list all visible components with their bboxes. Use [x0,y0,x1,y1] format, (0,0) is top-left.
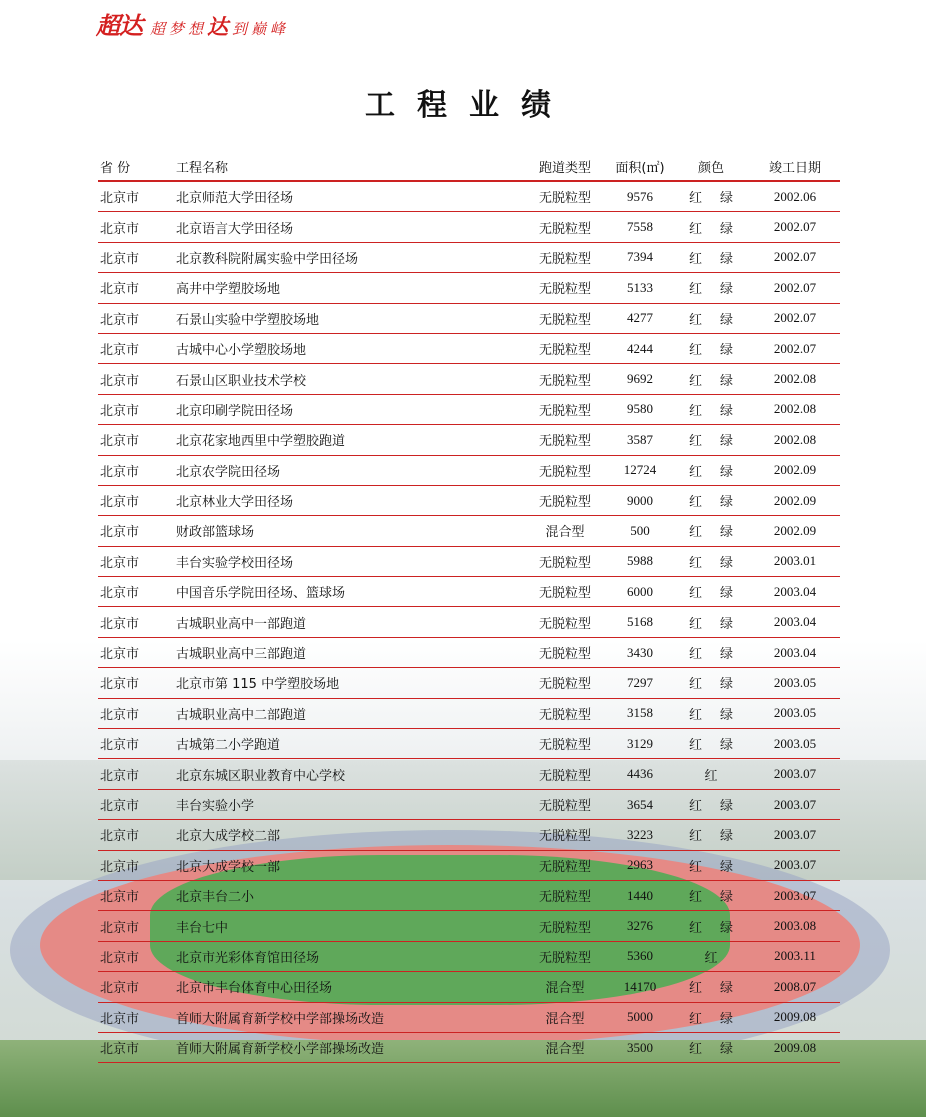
color-cell [672,278,750,297]
area-cell: 5133 [627,279,653,295]
province-cell: 北京市 [100,920,140,936]
track-type-cell: 无脱粒型 [538,616,591,632]
date-cell: 2003.07 [773,766,817,782]
area-cell: 9000 [627,492,653,508]
color-cell [672,582,750,601]
table-row [98,607,840,637]
color-primary: 红 [688,677,702,693]
province-cell: 北京市 [100,251,140,267]
table-row [98,516,840,546]
track-type-cell: 无脱粒型 [538,890,591,906]
track-type-cell: 无脱粒型 [538,495,591,511]
project-name-cell: 北京大成学校一部 [176,859,281,875]
color-primary: 红 [688,434,702,450]
track-type-cell: 无脱粒型 [538,251,591,267]
track-type-cell: 无脱粒型 [538,950,591,966]
track-type-cell: 混合型 [545,1042,585,1058]
color-cell [672,370,750,389]
color-primary: 红 [704,768,718,784]
track-type-cell: 无脱粒型 [538,555,591,571]
province-cell: 北京市 [100,799,140,814]
province-cell: 北京市 [100,464,140,480]
color-cell [672,886,750,905]
color-primary: 红 [688,403,702,419]
table-row [98,638,840,668]
color-cell [672,734,750,753]
project-name-cell: 北京市光彩体育馆田径场 [176,950,320,966]
province-cell: 北京市 [100,495,140,511]
table-row [98,182,840,212]
color-cell [672,825,750,844]
color-secondary: 绿 [720,525,734,541]
table-row [98,820,840,850]
track-type-cell: 无脱粒型 [538,282,591,298]
track-type-cell: 无脱粒型 [538,343,591,359]
area-cell: 3129 [627,735,653,751]
color-secondary: 绿 [720,282,734,298]
track-type-cell: 混合型 [545,525,585,541]
table-row [98,699,840,729]
date-cell: 2003.04 [773,644,817,660]
table-row [98,668,840,698]
area-cell: 3430 [627,644,653,660]
project-name-cell: 丰台七中 [176,920,229,936]
area-cell: 9576 [627,188,653,204]
project-name-cell: 古城职业高中一部跑道 [176,616,307,632]
province-cell: 北京市 [100,373,140,389]
date-cell: 2003.05 [773,735,817,751]
project-name-cell: 丰台实验学校田径场 [176,555,294,571]
project-name-cell: 首师大附属育新学校中学部操场改造 [176,1011,385,1027]
area-cell: 2963 [627,857,653,873]
project-name-cell: 古城第二小学跑道 [176,738,281,754]
column-header-completion-date: 竣工日期 [768,160,821,176]
province-cell: 北京市 [100,707,140,723]
track-type-cell: 无脱粒型 [538,859,591,875]
color-primary: 红 [688,707,702,723]
color-secondary: 绿 [720,495,734,511]
area-cell: 5168 [627,614,653,630]
project-name-cell: 北京花家地西里中学塑胶跑道 [176,434,346,450]
color-primary: 红 [688,1011,702,1027]
province-cell: 北京市 [100,282,140,298]
date-cell: 2009.08 [773,1039,817,1055]
area-cell: 500 [630,522,650,538]
track-type-cell: 混合型 [545,1011,585,1027]
color-cell [672,1008,750,1027]
area-cell: 4244 [627,340,653,356]
color-secondary: 绿 [720,312,734,328]
province-cell: 北京市 [100,768,140,784]
color-cell [672,704,750,723]
area-cell: 6000 [627,583,653,599]
table-row [98,486,840,516]
color-primary: 红 [688,616,702,632]
color-secondary: 绿 [720,343,734,359]
province-cell: 北京市 [100,647,140,663]
project-name-cell: 北京市丰台体育中心田径场 [176,981,333,997]
color-secondary: 绿 [720,799,734,814]
date-cell: 2009.08 [773,1009,817,1025]
province-cell: 北京市 [100,555,140,571]
area-cell: 3158 [627,705,653,721]
table-row [98,881,840,911]
province-cell: 北京市 [100,403,140,419]
province-cell: 北京市 [100,616,140,632]
color-secondary: 绿 [720,890,734,906]
color-cell [672,673,750,692]
date-cell: 2003.01 [773,553,817,569]
color-primary: 红 [688,555,702,571]
table-row [98,729,840,759]
table-row [98,1033,840,1063]
project-name-cell: 北京教科院附属实验中学田径场 [176,251,359,267]
project-name-cell: 古城职业高中二部跑道 [176,707,307,723]
track-type-cell: 无脱粒型 [538,403,591,419]
project-name-cell: 北京林业大学田径场 [176,495,294,511]
color-cell [672,856,750,875]
project-name-cell: 北京农学院田径场 [176,464,281,480]
track-type-cell: 混合型 [545,981,585,997]
color-secondary: 绿 [720,251,734,267]
project-name-cell: 石景山区职业技术学校 [176,373,307,389]
table-row [98,942,840,972]
column-header-province: 省 份 [100,160,131,176]
color-cell [672,552,750,571]
table-row [98,790,840,820]
color-secondary: 绿 [720,586,734,602]
color-primary: 红 [688,586,702,602]
province-cell: 北京市 [100,890,140,906]
track-type-cell: 无脱粒型 [538,464,591,480]
color-secondary: 绿 [720,616,734,632]
color-cell [672,430,750,449]
table-row [98,972,840,1002]
date-cell: 2002.08 [773,371,817,387]
color-primary: 红 [688,890,702,906]
area-cell: 3500 [627,1039,653,1055]
project-name-cell: 中国音乐学院田径场、篮球场 [176,586,346,602]
color-secondary: 绿 [720,1042,734,1058]
project-name-cell: 财政部篮球场 [176,525,255,541]
table-row [98,911,840,941]
color-secondary: 绿 [720,738,734,754]
color-secondary: 绿 [720,403,734,419]
color-secondary: 绿 [720,434,734,450]
color-primary: 红 [688,525,702,541]
color-cell [672,218,750,237]
area-cell: 5360 [627,948,653,964]
color-secondary: 绿 [720,707,734,723]
date-cell: 2003.07 [773,857,817,873]
color-primary: 红 [688,251,702,267]
slogan-part1: 超梦想 [150,20,208,38]
date-cell: 2002.09 [773,492,817,508]
color-primary: 红 [688,282,702,298]
date-cell: 2002.07 [773,219,817,235]
color-secondary: 绿 [720,373,734,389]
column-header-area: 面积(㎡) [615,160,665,176]
table-row [98,577,840,607]
track-type-cell: 无脱粒型 [538,738,591,754]
date-cell: 2003.07 [773,887,817,903]
table-row [98,273,840,303]
color-primary: 红 [688,343,702,359]
color-secondary: 绿 [720,221,734,237]
table-row [98,425,840,455]
table-row [98,1003,840,1033]
slogan [150,11,289,41]
project-name-cell: 北京语言大学田径场 [176,221,294,237]
color-secondary: 绿 [720,191,734,207]
province-cell: 北京市 [100,738,140,754]
province-cell: 北京市 [100,677,140,693]
color-cell [672,613,750,632]
slogan-part2: 到巅峰 [232,20,290,38]
color-primary: 红 [688,373,702,389]
color-secondary: 绿 [720,829,734,845]
table-row [98,243,840,273]
color-primary: 红 [704,950,718,966]
projects-table [98,152,840,1063]
area-cell: 9692 [627,371,653,387]
project-name-cell: 北京印刷学院田径场 [176,403,294,419]
province-cell: 北京市 [100,525,140,541]
date-cell: 2002.08 [773,431,817,447]
province-cell: 北京市 [100,586,140,602]
track-type-cell: 无脱粒型 [538,312,591,328]
date-cell: 2003.07 [773,826,817,842]
track-type-cell: 无脱粒型 [538,920,591,936]
column-header-project-name: 工程名称 [176,160,229,176]
color-primary: 红 [688,920,702,936]
table-row [98,395,840,425]
date-cell: 2003.04 [773,614,817,630]
color-cell [672,765,750,784]
province-cell: 北京市 [100,221,140,237]
area-cell: 3276 [627,918,653,934]
slogan-mid: 达 [207,14,233,39]
track-type-cell: 无脱粒型 [538,707,591,723]
date-cell: 2008.07 [773,978,817,994]
date-cell: 2003.05 [773,674,817,690]
province-cell: 北京市 [100,191,140,207]
date-cell: 2003.04 [773,583,817,599]
area-cell: 1440 [627,887,653,903]
color-cell [672,795,750,814]
area-cell: 3223 [627,826,653,842]
table-row [98,212,840,242]
color-cell [672,1038,750,1057]
color-primary: 红 [688,829,702,845]
color-primary: 红 [688,1042,702,1058]
project-name-cell: 古城中心小学塑胶场地 [176,343,307,359]
province-cell: 北京市 [100,950,140,966]
color-cell [672,309,750,328]
date-cell: 2003.11 [774,948,816,964]
color-primary: 红 [688,495,702,511]
date-cell: 2003.07 [773,796,817,812]
area-cell: 4436 [627,766,653,782]
table-row [98,304,840,334]
track-type-cell: 无脱粒型 [538,221,591,237]
province-cell: 北京市 [100,859,140,875]
page-title: 工程业绩 [365,88,573,123]
track-type-cell: 无脱粒型 [538,191,591,207]
color-cell [672,339,750,358]
table-row [98,334,840,364]
province-cell: 北京市 [100,343,140,359]
color-primary: 红 [688,312,702,328]
track-type-cell: 无脱粒型 [538,647,591,663]
color-primary: 红 [688,647,702,663]
page-header [96,6,289,41]
date-cell: 2003.08 [773,918,817,934]
color-cell [672,521,750,540]
project-name-cell: 北京东城区职业教育中心学校 [176,768,346,784]
color-primary: 红 [688,799,702,814]
table-body [98,182,840,1063]
area-cell: 4277 [627,310,653,326]
table-row [98,547,840,577]
project-name-cell: 古城职业高中三部跑道 [176,647,307,663]
color-primary: 红 [688,464,702,480]
track-type-cell: 无脱粒型 [538,373,591,389]
province-cell: 北京市 [100,1011,140,1027]
track-type-cell: 无脱粒型 [538,829,591,845]
area-cell: 7394 [627,249,653,265]
table-row [98,851,840,881]
province-cell: 北京市 [100,981,140,997]
table-row [98,364,840,394]
date-cell: 2002.09 [773,522,817,538]
color-cell [672,248,750,267]
color-cell [672,977,750,996]
area-cell: 5988 [627,553,653,569]
area-cell: 5000 [627,1009,653,1025]
color-secondary: 绿 [720,1011,734,1027]
area-cell: 3654 [627,796,653,812]
color-cell [672,187,750,206]
color-secondary: 绿 [720,859,734,875]
column-header-track-type: 跑道类型 [538,160,591,176]
project-name-cell: 石景山实验中学塑胶场地 [176,312,320,328]
color-primary: 红 [688,981,702,997]
province-cell: 北京市 [100,829,140,845]
date-cell: 2002.06 [773,188,817,204]
project-name-cell: 北京师范大学田径场 [176,191,294,207]
color-primary: 红 [688,191,702,207]
province-cell: 北京市 [100,434,140,450]
date-cell: 2002.09 [773,462,817,478]
company-logo: 超达 [96,11,142,40]
color-cell [672,491,750,510]
color-cell [672,461,750,480]
area-cell: 12724 [623,462,657,478]
area-cell: 7558 [627,219,653,235]
color-cell [672,917,750,936]
color-secondary: 绿 [720,464,734,480]
table-header-row [98,152,840,182]
project-name-cell: 北京市第 115 中学塑胶场地 [176,677,340,693]
track-type-cell: 无脱粒型 [538,586,591,602]
area-cell: 9580 [627,401,653,417]
area-cell: 7297 [627,674,653,690]
table-row [98,456,840,486]
color-primary: 红 [688,738,702,754]
project-name-cell: 首师大附属育新学校小学部操场改造 [176,1042,385,1058]
project-name-cell: 高井中学塑胶场地 [176,282,281,298]
date-cell: 2002.07 [773,340,817,356]
track-type-cell: 无脱粒型 [538,677,591,693]
color-secondary: 绿 [720,677,734,693]
color-primary: 红 [688,221,702,237]
color-secondary: 绿 [720,555,734,571]
date-cell: 2002.08 [773,401,817,417]
project-name-cell: 北京丰台二小 [176,890,255,906]
date-cell: 2002.07 [773,249,817,265]
province-cell: 北京市 [100,1042,140,1058]
track-type-cell: 无脱粒型 [538,434,591,450]
area-cell: 3587 [627,431,653,447]
project-name-cell: 丰台实验小学 [176,799,255,814]
color-cell [672,643,750,662]
color-cell [672,400,750,419]
date-cell: 2002.07 [773,279,817,295]
table-row [98,759,840,789]
area-cell: 14170 [623,978,657,994]
date-cell: 2003.05 [773,705,817,721]
color-secondary: 绿 [720,647,734,663]
color-secondary: 绿 [720,920,734,936]
color-primary: 红 [688,859,702,875]
color-secondary: 绿 [720,981,734,997]
track-type-cell: 无脱粒型 [538,799,591,814]
color-cell [672,947,750,966]
track-type-cell: 无脱粒型 [538,768,591,784]
column-header-color: 颜色 [697,160,724,176]
province-cell: 北京市 [100,312,140,328]
project-name-cell: 北京大成学校二部 [176,829,281,845]
date-cell: 2002.07 [773,310,817,326]
